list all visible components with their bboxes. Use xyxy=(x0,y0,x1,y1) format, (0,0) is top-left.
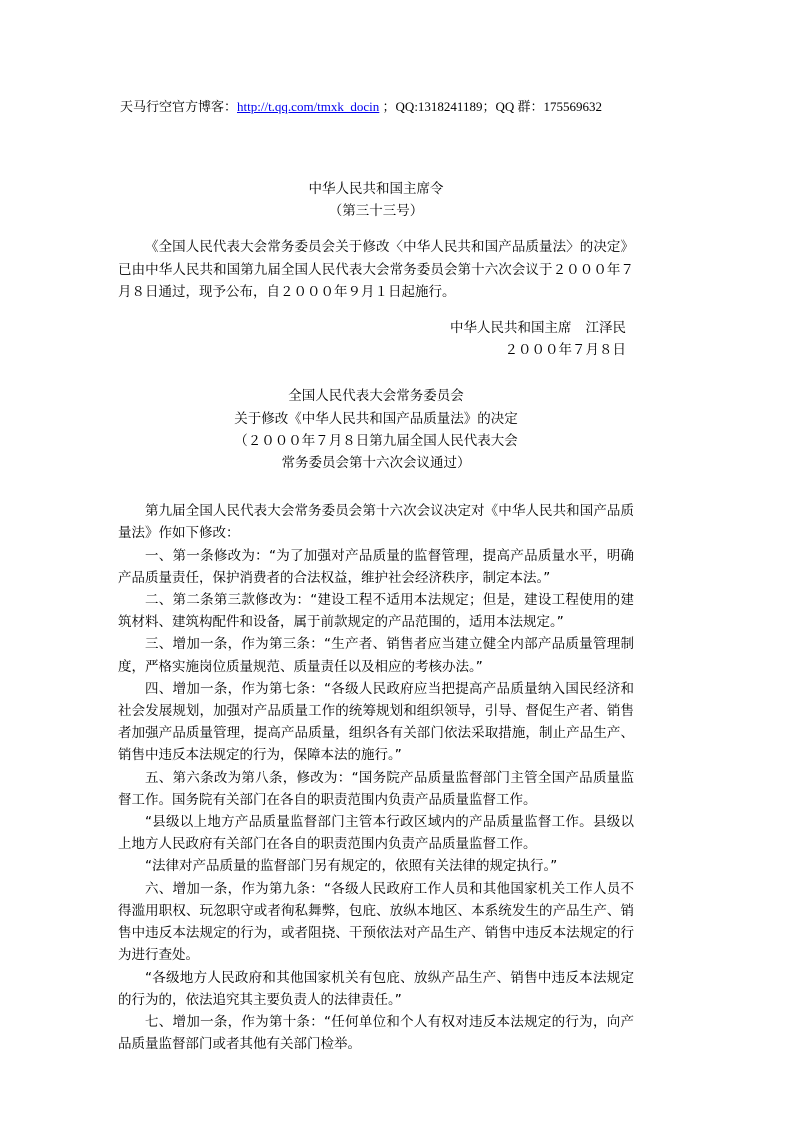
decision-paragraph: 四、增加一条，作为第七条：“各级人民政府应当把提高产品质量纳入国民经济和社会发展规划，加强对产品质量工作的统筹规划和组织领导，引导、督促生产者、销售者加强产品质量管理，提高产品质量，组织各有关部门依法采取措施，制止产品生产、销售中违反本法规定的行为，保障本法的施行。” xyxy=(118,680,634,764)
decision-note-line1: （２０００年７月８日第九届全国人民代表大会 xyxy=(234,432,518,449)
order-number: （第三十三号） xyxy=(328,203,424,220)
blog-header xyxy=(120,98,602,117)
signer-title: 中华人民共和国主席 xyxy=(450,320,572,337)
decision-paragraph: “法律对产品质量的监督部门另有规定的，依照有关法律的规定执行。” xyxy=(145,858,558,875)
decision-title: 关于修改《中华人民共和国产品质量法》的决定 xyxy=(234,410,518,427)
decision-paragraph: 六、增加一条，作为第九条：“各级人民政府工作人员和其他国家机关工作人员不得滥用职权、玩忽职守或者徇私舞弊，包庇、放纵本地区、本系统发生的产品生产、销售中违反本法规定的行为，或者阻挠、干预依法对产品生产、销售中违反本法规定的行为进行查处。 xyxy=(118,880,634,964)
decision-paragraph: 三、增加一条，作为第三条：“生产者、销售者应当建立健全内部产品质量管理制度，严格实施岗位质量规范、质量责任以及相应的考核办法。” xyxy=(118,636,634,675)
decision-paragraph: “各级地方人民政府和其他国家机关有包庇、放纵产品生产、销售中违反本法规定的行为的，依法追究其主要负责人的法律责任。” xyxy=(118,969,634,1008)
decision-note-line2: 常务委员会第十六次会议通过） xyxy=(281,455,471,472)
order-body: 《全国人民代表大会常务委员会关于修改〈中华人民共和国产品质量法〉的决定》已由中华人民共和国第九届全国人民代表大会常务委员会第十六次会议于２０００年７月８日通过，现予公布，自２０００年９月１日起施行。 xyxy=(118,239,634,300)
decision-paragraph: “县级以上地方产品质量监督部门主管本行政区域内的产品质量监督工作。县级以上地方人民政府有关部门在各自的职责范围内负责产品质量监督工作。 xyxy=(118,814,634,853)
decision-paragraph: 五、第六条改为第八条，修改为：“国务院产品质量监督部门主管全国产品质量监督工作。国务院有关部门在各自的职责范围内负责产品质量监督工作。 xyxy=(118,769,634,808)
decision-paragraph: 二、第二条第三款修改为：“建设工程不适用本法规定；但是，建设工程使用的建筑材料、建筑构配件和设备，属于前款规定的产品范围的，适用本法规定。” xyxy=(118,592,634,631)
header-prefix: 天马行空官方博客： xyxy=(120,100,238,115)
order-date: ２０００年７月８日 xyxy=(504,342,626,359)
decision-paragraph: 一、第一条修改为：“为了加强对产品质量的监督管理，提高产品质量水平，明确产品质量责任，保护消费者的合法权益，维护社会经济秩序，制定本法。” xyxy=(118,547,634,586)
decision-issuer: 全国人民代表大会常务委员会 xyxy=(288,388,464,405)
decision-paragraph: 七、增加一条，作为第十条：“任何单位和个人有权对违反本法规定的行为，向产品质量监督部门或者其他有关部门检举。 xyxy=(118,1013,634,1053)
document-body xyxy=(118,178,634,1055)
decision-paragraph: 第九届全国人民代表大会常务委员会第十六次会议决定对《中华人民共和国产品质量法》作如下修改： xyxy=(118,503,634,542)
order-signature xyxy=(118,317,634,339)
blog-link[interactable]: http://t.qq.com/tmxk_docin xyxy=(237,99,380,114)
order-title: 中华人民共和国主席令 xyxy=(308,181,444,197)
signer-name: 江泽民 xyxy=(585,320,626,337)
header-contact: ；QQ:1318241189；QQ 群：175569632 xyxy=(379,99,602,114)
